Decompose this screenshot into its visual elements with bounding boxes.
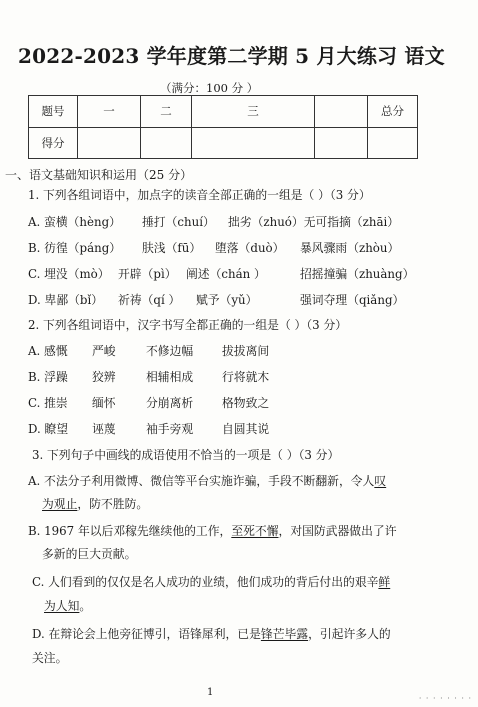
q1-option-a: A. 蛮横（hèng） [28,215,121,229]
q1-option-d: D. 卑鄙（bǐ） [28,293,104,307]
score-table-score-row [29,127,418,159]
score-table-row-label: 得分 [29,127,78,159]
q3-option-c-underlined: 为人知 [44,599,80,613]
q2-option-a: A. 感慨 [28,344,68,358]
score-cell[interactable] [368,127,418,159]
q2-option-a-item: 不修边幅 [146,344,194,358]
q3-option-b-text: ，对国防武器做出了许 [278,524,397,538]
q3-option-a-line1 [28,472,386,489]
q2-option-d-item: 自圆其说 [222,422,270,436]
q3-option-c-text: C. 人们看到的仅仅是名人成功的业绩，他们成功的背后付出的艰辛 [32,575,379,589]
q2-option-d-item: 诬蔑 [92,422,116,436]
q1-option-a-item: 捶打（chuí） [142,215,215,229]
score-cell[interactable] [141,127,192,159]
q2-option-a-item: 拔拔离间 [222,344,270,358]
score-table-col: 二 [141,96,192,128]
full-score-note: （满分：100 分 ） [160,81,259,95]
q3-option-a-line2 [42,495,148,512]
q1-option-b: B. 彷徨（páng） [28,241,122,255]
q1-option-d-item: 赋予（yǔ） [196,293,258,307]
q3-option-c-text: 。 [79,599,92,613]
score-table [28,95,418,159]
q2-option-b: B. 浮躁 [28,370,68,384]
score-cell[interactable] [78,127,141,159]
q2-option-c-item: 分崩离析 [146,396,194,410]
q1-option-d-item: 祈祷（qí ） [118,293,181,307]
q3-option-d-line1 [32,625,391,642]
q2-option-b-item: 狡辨 [92,370,116,384]
q3-option-d-text: D. 在辩论会上他旁征博引，语锋犀利，已是 [32,627,261,641]
q3-option-d-text: ，引起许多人的 [308,627,391,641]
score-table-col: 三 [192,96,315,128]
q1-option-a-item: 拙劣（zhuó）无可指摘（zhāi） [228,215,400,229]
score-table-header-label: 题号 [29,96,78,128]
q3-option-b-underlined: 至死不懈 [231,524,279,538]
q3-option-c-underlined: 鲜 [378,575,391,589]
scan-dots-decoration: · · · · · · · · [418,694,472,703]
q2-option-d: D. 瞭望 [28,422,69,436]
question-2-stem: 2. 下列各组词语中，汉字书写全都正确的一组是（ ）（3 分） [28,318,348,332]
q2-option-a-item: 严峻 [92,344,116,358]
q1-option-b-item: 堕落（duò） [215,241,285,255]
q1-option-c-item: 开辟（pì） [118,267,177,281]
q1-option-c: C. 埋没（mò） [28,267,110,281]
q3-option-d-underlined: 锋芒毕露 [260,627,309,641]
page-title: 2022-2023 学年度第二学期 5 月大练习 语文 [18,44,445,68]
q3-option-d-line2: 关注。 [32,651,68,665]
q2-option-b-item: 行将就木 [222,370,270,384]
q3-option-a-text: ，防不胜防。 [77,497,149,511]
section-heading: 一、语文基础知识和运用（25 分） [5,168,193,182]
q1-option-b-item: 肤浅（fū） [142,241,202,255]
q3-option-a-underlined: 为观止 [42,497,78,511]
score-cell[interactable] [315,127,368,159]
q2-option-b-item: 相辅相成 [146,370,194,384]
q2-option-c-item: 缅怀 [92,396,116,410]
q3-option-a-underlined: 叹 [374,474,387,488]
q3-option-b-line2: 多新的巨大贡献。 [42,547,137,561]
q3-option-b-text: B. 1967 年以后邓稼先继续他的工作， [28,524,232,538]
score-table-col: 总分 [368,96,418,128]
q1-option-c-item: 阐述（chán ） [186,267,266,281]
q1-option-c-item: 招摇撞骗（zhuàng） [300,267,415,281]
question-1-stem: 1. 下列各组词语中，加点字的读音全部正确的一组是（ ）（3 分） [28,188,371,202]
q3-option-a-text: A. 不法分子利用微博、微信等平台实施诈骗，手段不断翻新，令人 [28,474,375,488]
q3-option-c-line2 [44,597,91,614]
q2-option-c-item: 格物致之 [222,396,270,410]
score-table-header-row [29,96,418,128]
q1-option-b-item: 暴风骤雨（zhòu） [300,241,400,255]
q3-option-b-line1 [28,522,397,539]
score-table-col [315,96,368,128]
score-cell[interactable] [192,127,315,159]
q1-option-d-item: 强词夺理（qiǎng） [300,293,405,307]
question-3-stem: 3. 下列句子中画线的成语使用不恰当的一项是（ ）（3 分） [32,448,340,462]
score-table-col: 一 [78,96,141,128]
q3-option-c-line1 [32,573,390,590]
q2-option-d-item: 袖手旁观 [146,422,194,436]
page-number: 1 [207,687,214,698]
q2-option-c: C. 推崇 [28,396,68,410]
